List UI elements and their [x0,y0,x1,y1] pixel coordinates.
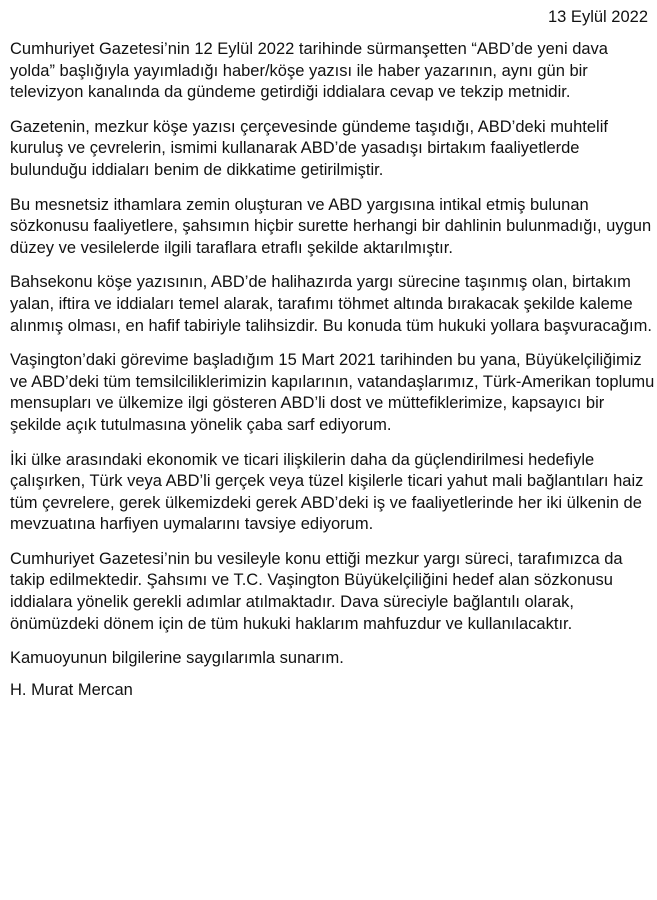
closing-line: Kamuoyunun bilgilerine saygılarımla sunarım. [10,649,344,668]
document-date: 13 Eylül 2022 [548,8,648,26]
signature: H. Murat Mercan [10,680,133,699]
paragraph-5: Vaşington’daki görevime başladığım 15 Mart 2021 tarihinden bu yana, Büyükelçiliğimiz ve ABD’deki tüm temsilciliklerimizin kapılarının, vatandaşlarımız, Türk-Amerikan toplumu mensupları ve ülkemize ilgi gösteren ABD’li dost ve müttefiklerimize, kapsayıcı bir şekilde açık tutulmasına yönelik çaba sarf ediyorum. [10,351,655,434]
paragraph-3: Bu mesnetsiz ithamlara zemin oluşturan ve ABD yargısına intikal etmiş bulunan sözkonusu faaliyetlere, şahsımın hiçbir surette herhangi bir dahlinin bulunmadığı, uygun düzey ve vesilelerde ilgili taraflara etraflı şekilde aktarılmıştır. [10,195,652,257]
paragraph-4: Bahsekonu köşe yazısının, ABD’de halihazırda yargı sürecine taşınmış olan, birtakım yalan, iftira ve iddiaları temel alarak, tarafımı töhmet altında bırakacak şekilde kaleme alınmış olması, en hafif tabiriyle talihsizdir. Bu konuda tüm hukuki yollara başvuracağım. [10,273,652,335]
paragraph-6: İki ülke arasındaki ekonomik ve ticari ilişkilerin daha da güçlendirilmesi hedefiyle çalışırken, Türk veya ABD’li gerçek veya tüzel kişilerle ticari yahut mali bağlantıları haiz tüm çevrelere, gerek ülkemizdeki gerek ABD’deki iş ve faaliyetlerinde her iki ülkenin de mevzuatına harfiyen uymalarını tavsiye ediyorum. [10,450,644,534]
paragraph-7: Cumhuriyet Gazetesi’nin bu vesileyle konu ettiği mezkur yargı süreci, tarafımızca da takip edilmektedir. Şahsımı ve T.C. Vaşington Büyükelçiliğini hedef alan sözkonusu iddialara yönelik gerekli adımlar atılmaktadır. Dava süreciyle bağlantılı olarak, önümüzdeki dönem için de tüm hukuki haklarım mahfuzdur ve kullanılacaktır. [10,549,623,633]
document-body [10,39,655,701]
paragraph-1: Cumhuriyet Gazetesi’nin 12 Eylül 2022 tarihinde sürmanşetten “ABD’de yeni dava yolda” başlığıyla yayımladığı haber/köşe yazısı ile haber yazarının, aynı gün bir televizyon kanalında da gündeme getirdiği iddialara cevap ve tekzip metnidir. [10,40,608,102]
paragraph-2: Gazetenin, mezkur köşe yazısı çerçevesinde gündeme taşıdığı, ABD’deki muhtelif kuruluş ve çevrelerin, ismimi kullanarak ABD’de yasadışı birtakım faaliyetlerde bulunduğu iddiaları benim de dikkatime getirilmiştir. [10,117,608,179]
